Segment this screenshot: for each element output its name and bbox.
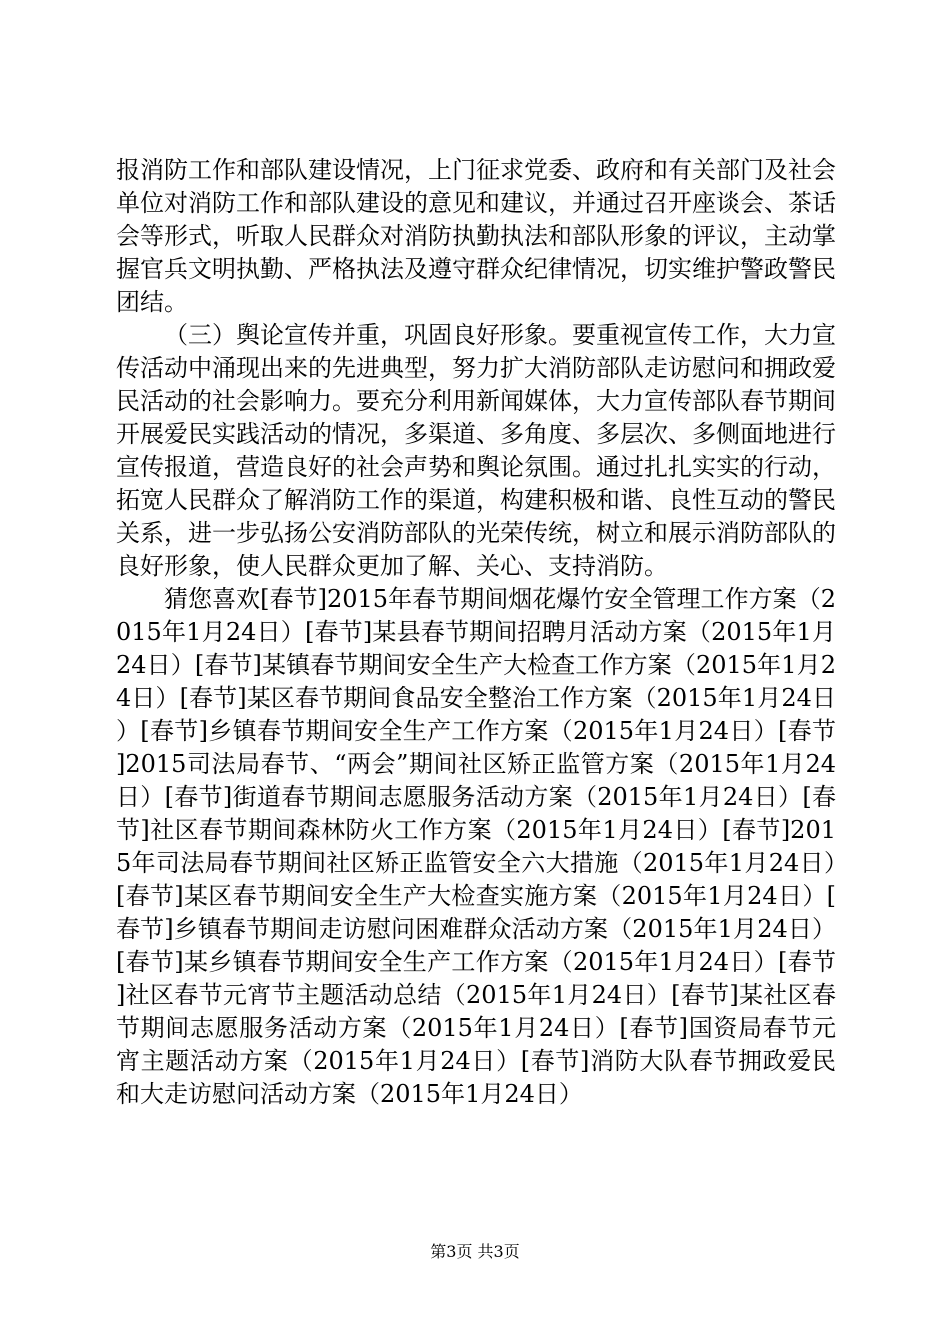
page-number: 第3页 共3页 — [430, 1242, 520, 1261]
document-body — [116, 154, 836, 1111]
paragraph-related-links: 猜您喜欢[春节]2015年春节期间烟花爆竹安全管理工作方案（2015年1月24日）[春节]某县春节期间招聘月活动方案（2015年1月24日）[春节]某镇春节期间安全生产大检查工作方案（2015年1月24日）[春节]某区春节期间食品安全整治工作方案（2015年1月24日）[春节]乡镇春节期间安全生产工作方案（2015年1月24日）[春节]2015司法局春节、“两会”期间社区矫正监管方案（2015年1月24日）[春节]街道春节期间志愿服务活动方案（2015年1月24日）[春节]社区春节期间森林防火工作方案（2015年1月24日）[春节]2015年司法局春节期间社区矫正监管安全六大措施（2015年1月24日）[春节]某区春节期间安全生产大检查实施方案（2015年1月24日）[春节]乡镇春节期间走访慰问困难群众活动方案（2015年1月24日）[春节]某乡镇春节期间安全生产工作方案（2015年1月24日）[春节]社区春节元宵节主题活动总结（2015年1月24日）[春节]某社区春节期间志愿服务活动方案（2015年1月24日）[春节]国资局春节元宵主题活动方案（2015年1月24日）[春节]消防大队春节拥政爱民和大走访慰问活动方案（2015年1月24日） — [116, 585, 836, 1108]
page-footer — [0, 1242, 950, 1262]
paragraph-publicity: （三）舆论宣传并重，巩固良好形象。要重视宣传工作，大力宣传活动中涌现出来的先进典型，努力扩大消防部队走访慰问和拥政爱民活动的社会影响力。要充分利用新闻媒体，大力宣传部队春节期间开展爱民实践活动的情况，多渠道、多角度、多层次、多侧面地进行宣传报道，营造良好的社会声势和舆论氛围。通过扎扎实实的行动，拓宽人民群众了解消防工作的渠道，构建积极和谐、良性互动的警民关系，进一步弘扬公安消防部队的光荣传统，树立和展示消防部队的良好形象，使人民群众更加了解、关心、支持消防。 — [116, 321, 836, 580]
paragraph-continued: 报消防工作和部队建设情况，上门征求党委、政府和有关部门及社会单位对消防工作和部队建设的意见和建议，并通过召开座谈会、茶话会等形式，听取人民群众对消防执勤执法和部队形象的评议，主动掌握官兵文明执勤、严格执法及遵守群众纪律情况，切实维护警政警民团结。 — [116, 156, 836, 316]
